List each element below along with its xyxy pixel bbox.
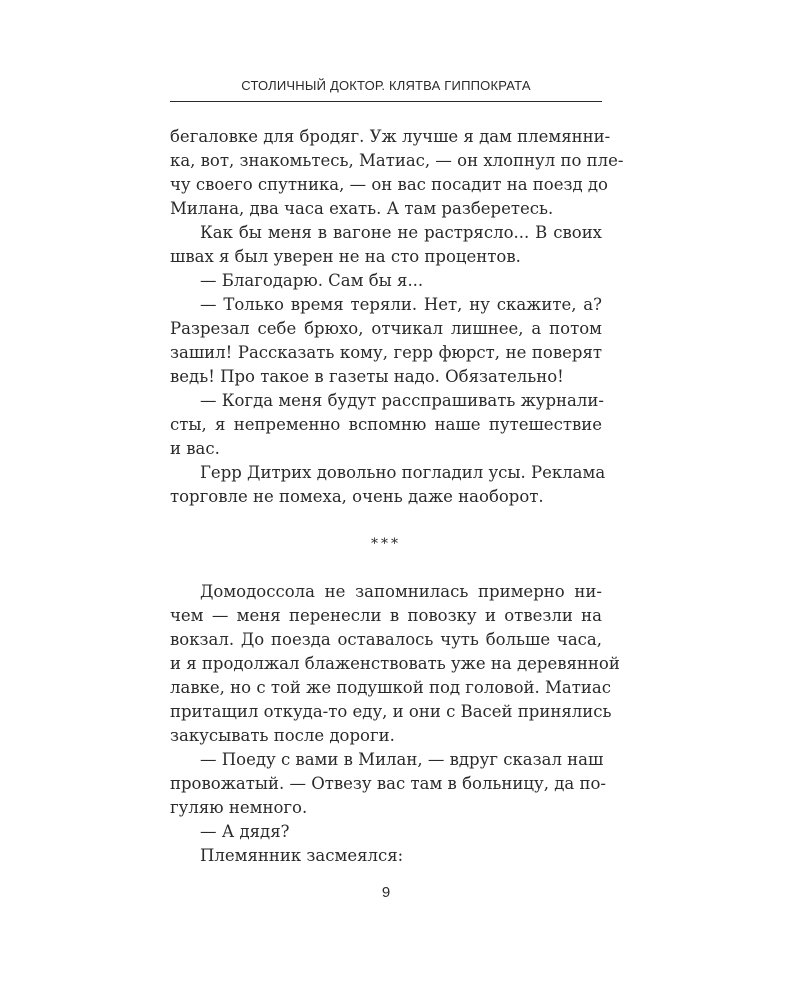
running-head: СТОЛИЧНЫЙ ДОКТОР. КЛЯТВА ГИППОКРАТА: [241, 78, 531, 93]
text-line: Племянник засмеялся:: [200, 846, 404, 865]
text-line: Домодоссола не запомнилась примерно ни-: [200, 582, 602, 601]
text-line: — Когда меня будут расспрашивать журнали-: [200, 391, 604, 410]
text-line: ка, вот, знакомьтесь, Матиас, — он хлопнул по пле-: [170, 151, 624, 170]
text-line: Как бы меня в вагоне не растрясло... В своих: [200, 223, 602, 242]
text-line: Милана, два часа ехать. А там разберетесь.: [170, 199, 554, 218]
text-line: провожатый. — Отвезу вас там в больницу, да по-: [170, 774, 606, 793]
text-line: — А дядя?: [200, 822, 290, 841]
text-line: торговле не помеха, очень даже наоборот.: [170, 487, 544, 506]
section-separator: ***: [371, 536, 401, 552]
text-line: Разрезал себе брюхо, отчикал лишнее, а потом: [170, 319, 602, 338]
text-line: ведь! Про такое в газеты надо. Обязательно!: [170, 367, 564, 386]
text-line: чем — меня перенесли в повозку и отвезли на: [170, 606, 602, 625]
text-line: чу своего спутника, — он вас посадит на поезд до: [170, 175, 608, 194]
text-line: гуляю немного.: [170, 798, 308, 817]
text-line: вокзал. До поезда оставалось чуть больше часа,: [170, 630, 602, 649]
text-line: и вас.: [170, 439, 220, 458]
page-number: 9: [381, 884, 391, 901]
header-rule: [170, 101, 602, 102]
text-line: и я продолжал блаженствовать уже на деревянной: [170, 654, 620, 673]
text-line: — Благодарю. Сам бы я...: [200, 271, 424, 290]
text-line: притащил откуда-то еду, и они с Васей принялись: [170, 702, 612, 721]
text-line: швах я был уверен не на сто процентов.: [170, 247, 521, 266]
text-line: закусывать после дороги.: [170, 726, 395, 745]
text-line: зашил! Рассказать кому, герр фюрст, не поверят: [170, 343, 602, 362]
text-line: сты, я непременно вспомню наше путешествие: [170, 415, 602, 434]
text-line: лавке, но с той же подушкой под головой. Матиас: [170, 678, 611, 697]
text-line: бегаловке для бродяг. Уж лучше я дам племянни-: [170, 127, 611, 146]
text-line: — Только время теряли. Нет, ну скажите, а?: [200, 295, 602, 314]
text-line: — Поеду с вами в Милан, — вдруг сказал наш: [200, 750, 604, 769]
text-line: Герр Дитрих довольно погладил усы. Реклама: [200, 463, 606, 482]
